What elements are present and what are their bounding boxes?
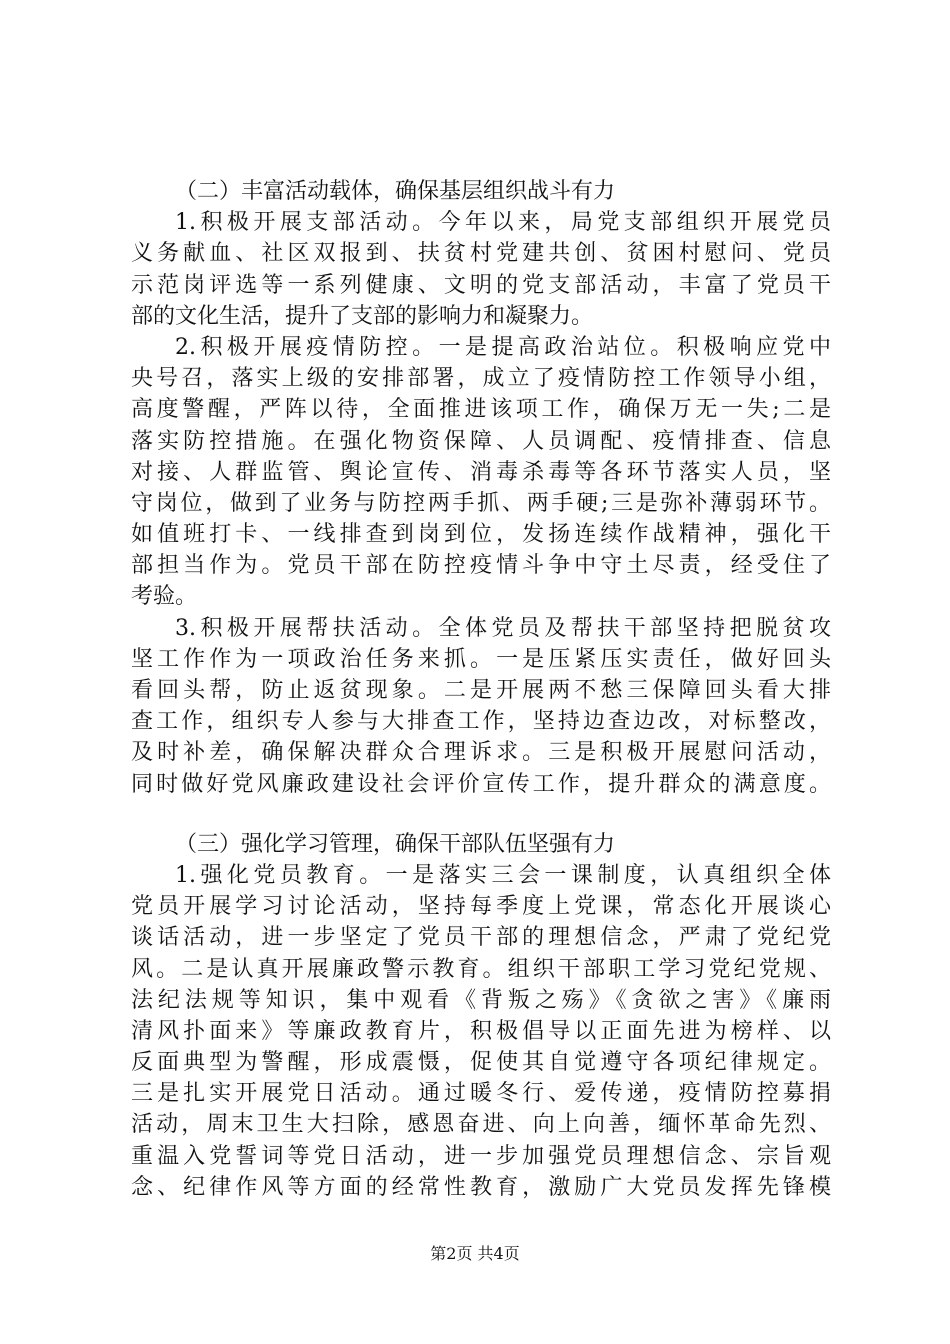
paragraph-line: 及时补差，确保解决群众合理诉求。三是积极开展慰问活动， [131, 740, 831, 766]
paragraph-line: 看回头帮，防止返贫现象。二是开展两不愁三保障回头看大排 [131, 678, 831, 703]
paragraph-line: 反面典型为警醒，形成震慑，促使其自觉遵守各项纪律规定。 [131, 1050, 831, 1076]
paragraph-line: 守岗位，做到了业务与防控两手抓、两手硬;三是弥补薄弱环节。 [131, 490, 831, 516]
section-heading: （三）强化学习管理，确保干部队伍坚强有力 [175, 831, 616, 857]
paragraph-line: 同时做好党风廉政建设社会评价宣传工作，提升群众的满意度。 [131, 771, 831, 797]
paragraph-line: 示范岗评选等一系列健康、文明的党支部活动，丰富了党员干 [131, 272, 831, 298]
document-body [131, 176, 831, 1203]
document-section [131, 829, 831, 1203]
section-gap [131, 800, 831, 829]
paragraph-line: 法纪法规等知识，集中观看《背叛之殇》《贪欲之害》《廉雨 [131, 987, 831, 1013]
page-footer: 第2页 共4页 [430, 1244, 520, 1263]
paragraph-line: 高度警醒，严阵以待，全面推进该项工作，确保万无一失;二是 [131, 397, 831, 423]
paragraph-line: 落实防控措施。在强化物资保障、人员调配、疫情排查、信息 [131, 428, 831, 454]
paragraph-line: 坚工作作为一项政治任务来抓。一是压紧压实责任，做好回头 [131, 646, 831, 672]
section-heading: （二）丰富活动载体，确保基层组织战斗有力 [175, 179, 616, 204]
paragraph-line: 活动，周末卫生大扫除，感恩奋进、向上向善，缅怀革命先烈、 [131, 1112, 831, 1138]
paragraph-line: 党员开展学习讨论活动，坚持每季度上党课，常态化开展谈心 [131, 894, 831, 920]
paragraph-line: 考验。 [131, 584, 198, 610]
paragraph-line: 2.积极开展疫情防控。一是提高政治站位。积极响应党中 [175, 334, 831, 360]
paragraph-line: 风。二是认真开展廉政警示教育。组织干部职工学习党纪党规、 [131, 956, 831, 982]
paragraph-line: 重温入党誓词等党日活动，进一步加强党员理想信念、宗旨观 [131, 1143, 831, 1169]
paragraph-line: 3.积极开展帮扶活动。全体党员及帮扶干部坚持把脱贫攻 [175, 615, 831, 641]
paragraph-line: 1.积极开展支部活动。今年以来，局党支部组织开展党员 [175, 210, 831, 236]
paragraph-line: 部的文化生活，提升了支部的影响力和凝聚力。 [131, 303, 594, 329]
paragraph-line: 对接、人群监管、舆论宣传、消毒杀毒等各环节落实人员，坚 [131, 459, 831, 485]
paragraph-line: 清风扑面来》等廉政教育片，积极倡导以正面先进为榜样、以 [131, 1018, 831, 1044]
paragraph-line: 三是扎实开展党日活动。通过暖冬行、爱传递，疫情防控募捐 [131, 1081, 831, 1107]
paragraph-line: 义务献血、社区双报到、扶贫村党建共创、贫困村慰问、党员 [131, 241, 831, 267]
document-section [131, 176, 831, 800]
paragraph-line: 查工作，组织专人参与大排查工作，坚持边查边改，对标整改， [131, 709, 831, 735]
paragraph-line: 谈话活动，进一步坚定了党员干部的理想信念，严肃了党纪党 [131, 925, 831, 951]
paragraph-line: 1.强化党员教育。一是落实三会一课制度，认真组织全体 [175, 862, 831, 888]
paragraph-line: 如值班打卡、一线排查到岗到位，发扬连续作战精神，强化干 [131, 522, 831, 548]
paragraph-line: 念、纪律作风等方面的经常性教育，激励广大党员发挥先锋模 [131, 1174, 831, 1200]
paragraph-line: 部担当作为。党员干部在防控疫情斗争中守土尽责，经受住了 [131, 553, 831, 579]
paragraph-line: 央号召，落实上级的安排部署，成立了疫情防控工作领导小组， [131, 366, 831, 392]
